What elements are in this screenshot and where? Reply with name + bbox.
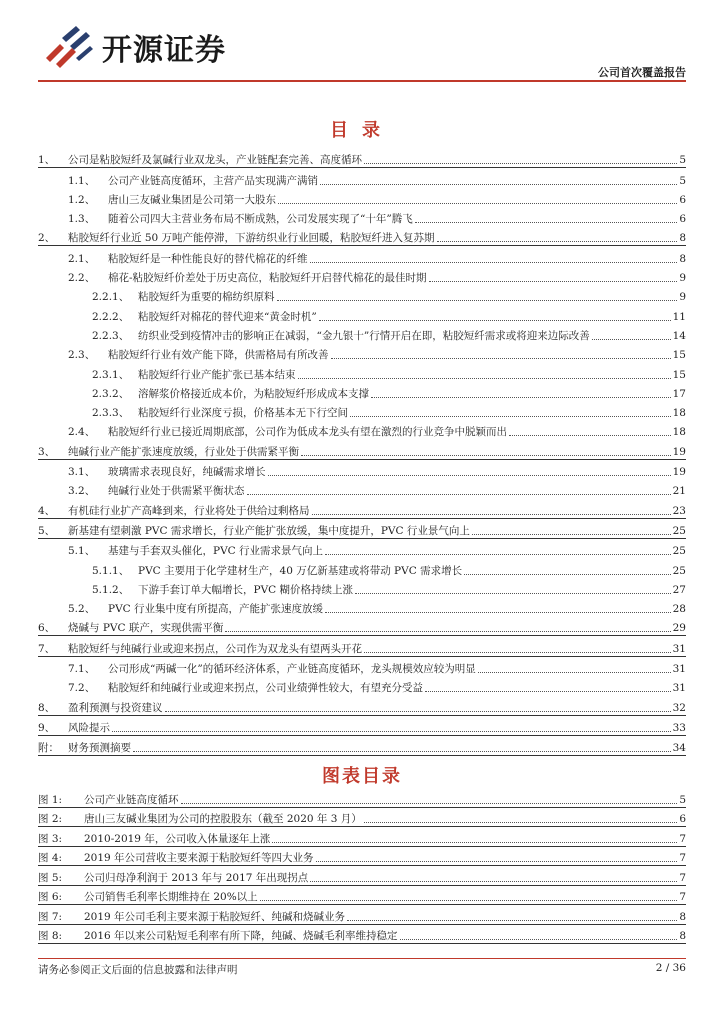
leader-dots [165, 711, 671, 712]
toc-entry-text: 随着公司四大主营业务布局不断成熟，公司发展实现了“十年”腾飞 [108, 213, 413, 226]
toc-entry-text: 粘胶短纤是一种性能良好的替代棉花的纤维 [108, 252, 308, 265]
toc-entry[interactable] [38, 439, 686, 459]
leader-dots [347, 920, 677, 921]
leader-dots [298, 378, 671, 379]
toc-entry[interactable] [38, 636, 686, 656]
toc-entry[interactable] [38, 420, 686, 439]
page-number: 2 / 36 [655, 962, 686, 974]
toc-entry[interactable] [38, 716, 686, 736]
toc-entry[interactable] [38, 168, 686, 187]
table-of-contents [38, 148, 686, 756]
leader-dots [320, 184, 677, 185]
toc-entry[interactable] [38, 343, 686, 362]
toc-entry-text: 纯碱行业产能扩张速度放缓，行业处于供需紧平衡 [68, 445, 299, 458]
leader-dots [247, 494, 671, 495]
leader-dots [272, 842, 677, 843]
toc-entry-number: 附： [38, 742, 59, 755]
toc-entry-number: 5.1.2、 [92, 583, 130, 596]
toc-entry-number: 2.3.2、 [92, 387, 130, 400]
toc-entry-page: 29 [672, 622, 686, 635]
toc-entry-number: 7.2、 [68, 682, 96, 695]
leader-dots [277, 300, 678, 301]
toc-entry[interactable] [38, 148, 686, 168]
leader-dots [425, 691, 671, 692]
leader-dots [478, 672, 671, 673]
brand-name: 开源证券 [102, 33, 226, 68]
footer-divider [38, 958, 686, 959]
figure-entry-number: 图 5: [38, 871, 63, 884]
toc-entry[interactable] [38, 304, 686, 323]
figure-entry-page: 5 [679, 793, 686, 806]
toc-entry-text: 唐山三友碱业集团是公司第一大股东 [108, 193, 276, 206]
toc-entry[interactable] [38, 362, 686, 381]
toc-entry[interactable] [38, 657, 686, 676]
toc-entry[interactable] [38, 266, 686, 285]
toc-entry[interactable] [38, 519, 686, 539]
figure-entry[interactable] [38, 925, 686, 945]
toc-entry-text: 纯碱行业处于供需紧平衡状态 [108, 485, 245, 498]
toc-entry-number: 1.1、 [68, 174, 96, 187]
figures-title: 图表目录 [322, 766, 402, 787]
toc-entry-text: 财务预测摘要 [68, 742, 131, 755]
leader-dots [355, 593, 671, 594]
leader-dots [472, 534, 671, 535]
figure-entry[interactable] [38, 827, 686, 847]
toc-entry-page: 21 [672, 485, 686, 498]
toc-entry[interactable] [38, 558, 686, 577]
figure-entry-number: 图 1: [38, 793, 63, 806]
disclaimer-text: 请务必参阅正文后面的信息披露和法律声明 [38, 964, 238, 976]
report-type-label: 公司首次覆盖报告 [598, 66, 686, 79]
toc-entry-text: 公司形成“两碱一化”的循环经济体系，产业链高度循环，龙头规模效应较为明显 [108, 663, 476, 676]
figure-entry-text: 2010-2019 年，公司收入体量逐年上涨 [84, 832, 271, 845]
figure-entry-text: 2019 年公司毛利主要来源于粘胶短纤、纯碱和烧碱业务 [84, 910, 346, 923]
toc-entry-text: 粘胶短纤为重要的棉纺织原料 [138, 291, 275, 304]
toc-entry-text: 有机硅行业扩产高峰到来，行业将处于供给过剩格局 [68, 504, 310, 517]
leader-dots [310, 881, 677, 882]
page-header [0, 0, 724, 90]
toc-entry-page: 9 [679, 291, 686, 304]
toc-entry-number: 1、 [38, 154, 56, 167]
leader-dots [592, 339, 671, 340]
toc-entry-number: 2.3、 [68, 349, 96, 362]
toc-entry-page: 28 [672, 603, 686, 616]
leader-dots [364, 822, 678, 823]
leader-dots [437, 241, 678, 242]
toc-entry[interactable] [38, 246, 686, 265]
leader-dots [316, 861, 678, 862]
toc-entry-page: 31 [672, 642, 686, 655]
figure-entry-number: 图 8: [38, 930, 63, 942]
toc-entry-text: 风险提示 [68, 721, 110, 734]
toc-entry[interactable] [38, 578, 686, 597]
leader-dots [312, 514, 671, 515]
toc-entry-text: 粘胶短纤对棉花的替代迎来“黄金时机” [138, 310, 317, 323]
toc-entry-text: 基建与手套双头催化，PVC 行业需求景气向上 [108, 545, 324, 558]
brand-logo [42, 24, 226, 70]
toc-entry-text: PVC 行业集中度有所提高，产能扩张速度放缓 [108, 603, 324, 616]
leader-dots [225, 631, 670, 632]
toc-entry-number: 8、 [38, 701, 56, 714]
figure-entry[interactable] [38, 808, 686, 828]
leader-dots [268, 475, 671, 476]
toc-entry-number: 2.2.3、 [92, 329, 130, 342]
leader-dots [325, 554, 671, 555]
toc-entry-text: 下游手套订单大幅增长，PVC 糊价格持续上涨 [138, 583, 354, 596]
leader-dots [400, 939, 678, 940]
toc-entry-number: 2.3.1、 [92, 368, 130, 381]
toc-entry-text: PVC 主要用于化学建材生产，40 万亿新基建或将带动 PVC 需求增长 [138, 564, 463, 577]
leader-dots [181, 803, 678, 804]
toc-entry-page: 6 [679, 193, 686, 206]
figure-entry-text: 2016 年以来公司粘短毛利率有所下降，纯碱、烧碱毛利率维持稳定 [84, 930, 398, 942]
leader-dots [364, 652, 671, 653]
figure-entry-text: 唐山三友碱业集团为公司的控股股东（截至 2020 年 3 月） [84, 813, 362, 825]
leader-dots [133, 751, 671, 752]
figure-entry-text: 公司销售毛利率长期维持在 20%以上 [84, 891, 258, 903]
toc-entry-page: 25 [672, 564, 686, 577]
leader-dots [319, 320, 671, 321]
toc-entry-text: 新基建有望刺激 PVC 需求增长，行业产能扩张放缓，集中度提升，PVC 行业景气向上 [68, 524, 470, 537]
toc-title: 目录 [330, 120, 394, 141]
toc-entry-page: 14 [672, 329, 686, 342]
toc-entry-text: 公司产业链高度循环，主营产品实现满产满销 [108, 174, 318, 187]
toc-entry[interactable] [38, 498, 686, 518]
figure-entry[interactable] [38, 788, 686, 808]
toc-entry-page: 18 [672, 407, 686, 420]
toc-entry-number: 5.2、 [68, 603, 96, 616]
toc-entry-text: 溶解浆价格接近成本价，为粘胶短纤形成成本支撑 [138, 387, 369, 400]
toc-entry-page: 17 [672, 387, 686, 400]
toc-entry-page: 6 [679, 213, 686, 226]
toc-entry-text: 棉花-粘胶短纤价差处于历史高位，粘胶短纤开启替代棉花的最佳时期 [108, 272, 427, 285]
figure-entry-page: 8 [679, 910, 686, 923]
toc-entry-page: 33 [672, 721, 686, 734]
figure-entry[interactable] [38, 905, 686, 925]
toc-entry[interactable] [38, 695, 686, 715]
toc-entry-text: 粘胶短纤与纯碱行业或迎来拐点，公司作为双龙头有望两头开花 [68, 642, 362, 655]
toc-entry-text: 公司是粘胶短纤及氯碱行业双龙头，产业链配套完善、高度循环 [68, 154, 362, 167]
figure-entry-page: 7 [679, 832, 686, 845]
figure-entry-number: 图 4: [38, 852, 63, 864]
toc-entry-text: 粘胶短纤行业近 50 万吨产能停滞，下游纺织业行业回暖，粘胶短纤进入复苏期 [68, 232, 435, 245]
toc-entry-number: 2、 [38, 232, 56, 245]
leader-dots [509, 435, 671, 436]
toc-entry[interactable] [38, 207, 686, 226]
leader-dots [278, 203, 677, 204]
toc-entry-number: 4、 [38, 504, 56, 517]
toc-entry-page: 32 [672, 701, 686, 714]
toc-entry-number: 1.3、 [68, 213, 96, 226]
toc-entry[interactable] [38, 676, 686, 695]
figure-entry-number: 图 2: [38, 813, 63, 825]
figure-entry-number: 图 6: [38, 891, 63, 903]
toc-entry-number: 2.2.1、 [92, 291, 130, 304]
toc-entry-page: 11 [672, 310, 686, 323]
toc-entry-page: 5 [679, 174, 686, 187]
leader-dots [350, 416, 671, 417]
list-of-figures [38, 788, 686, 944]
figure-entry[interactable] [38, 886, 686, 906]
toc-entry[interactable] [38, 382, 686, 401]
leader-dots [371, 397, 671, 398]
toc-entry-number: 1.2、 [68, 193, 96, 206]
figure-entry-page: 7 [679, 891, 686, 903]
toc-entry[interactable] [38, 616, 686, 636]
toc-entry-page: 19 [672, 466, 686, 479]
leader-dots [429, 281, 678, 282]
figure-entry-page: 7 [679, 871, 686, 884]
leader-dots [325, 612, 671, 613]
toc-entry[interactable] [38, 285, 686, 304]
toc-entry-page: 23 [672, 504, 686, 517]
leader-dots [112, 731, 671, 732]
toc-entry-number: 7.1、 [68, 663, 96, 676]
toc-entry[interactable] [38, 226, 686, 246]
toc-entry-number: 3.1、 [68, 466, 96, 479]
toc-entry[interactable] [38, 188, 686, 207]
toc-entry[interactable] [38, 736, 686, 756]
toc-entry-number: 5.1.1、 [92, 564, 130, 577]
toc-entry-number: 3、 [38, 445, 56, 458]
figure-entry-number: 图 3: [38, 832, 63, 845]
toc-entry-text: 纺织业受到疫情冲击的影响正在减弱，“金九银十”行情开启在即，粘胶短纤需求或将迎来边际改善 [138, 329, 590, 342]
leader-dots [331, 358, 671, 359]
toc-entry-page: 18 [672, 426, 686, 439]
toc-entry-page: 25 [672, 545, 686, 558]
toc-entry-number: 9、 [38, 721, 56, 734]
kysec-logo-icon [42, 24, 94, 70]
toc-entry-page: 34 [672, 742, 686, 755]
figure-entry-text: 公司归母净利润于 2013 年与 2017 年出现拐点 [84, 871, 309, 884]
toc-entry-page: 5 [679, 154, 686, 167]
leader-dots [301, 455, 671, 456]
toc-entry[interactable] [38, 460, 686, 479]
toc-entry-number: 3.2、 [68, 485, 96, 498]
toc-entry-page: 25 [672, 524, 686, 537]
header-divider [38, 80, 686, 82]
toc-entry-page: 27 [672, 583, 686, 596]
toc-entry[interactable] [38, 597, 686, 616]
toc-entry-text: 粘胶短纤行业深度亏损，价格基本无下行空间 [138, 407, 348, 420]
toc-entry[interactable] [38, 479, 686, 498]
toc-entry[interactable] [38, 539, 686, 558]
toc-entry-number: 2.4、 [68, 426, 96, 439]
toc-entry-text: 粘胶短纤行业产能扩张已基本结束 [138, 368, 296, 381]
toc-entry-number: 2.1、 [68, 252, 96, 265]
toc-entry-number: 2.2、 [68, 272, 96, 285]
toc-entry-page: 8 [679, 252, 686, 265]
leader-dots [364, 163, 677, 164]
figure-entry-page: 7 [679, 852, 686, 864]
figure-entry-text: 公司产业链高度循环 [84, 793, 179, 806]
leader-dots [415, 222, 678, 223]
figure-entry-page: 6 [679, 813, 686, 825]
toc-entry-page: 31 [672, 682, 686, 695]
toc-entry[interactable] [38, 324, 686, 343]
figure-entry[interactable] [38, 847, 686, 867]
toc-entry-page: 19 [672, 445, 686, 458]
figure-entry-page: 8 [679, 930, 686, 942]
toc-entry-text: 盈利预测与投资建议 [68, 701, 163, 714]
leader-dots [260, 900, 678, 901]
toc-entry-text: 粘胶短纤行业有效产能下降，供需格局有所改善 [108, 349, 329, 362]
figure-entry-number: 图 7: [38, 910, 63, 923]
figure-entry-text: 2019 年公司营收主要来源于粘胶短纤等四大业务 [84, 852, 314, 864]
toc-entry[interactable] [38, 401, 686, 420]
toc-entry-number: 5、 [38, 524, 56, 537]
toc-entry-page: 15 [672, 349, 686, 362]
toc-entry-page: 8 [679, 232, 686, 245]
leader-dots [310, 262, 678, 263]
toc-entry-number: 2.2.2、 [92, 310, 130, 323]
toc-entry-text: 粘胶短纤行业已接近周期底部，公司作为低成本龙头有望在激烈的行业竞争中脱颖而出 [108, 426, 507, 439]
toc-entry-page: 15 [672, 368, 686, 381]
toc-entry-text: 粘胶短纤和纯碱行业或迎来拐点，公司业绩弹性较大，有望充分受益 [108, 682, 423, 695]
toc-entry-text: 烧碱与 PVC 联产，实现供需平衡 [68, 622, 224, 635]
toc-entry-number: 2.3.3、 [92, 407, 130, 420]
leader-dots [464, 574, 671, 575]
toc-entry-number: 7、 [38, 642, 56, 655]
toc-entry-number: 6、 [38, 622, 56, 635]
toc-entry-page: 31 [672, 663, 686, 676]
toc-entry-text: 玻璃需求表现良好，纯碱需求增长 [108, 466, 266, 479]
toc-entry-number: 5.1、 [68, 545, 96, 558]
figure-entry[interactable] [38, 866, 686, 886]
toc-entry-page: 9 [679, 272, 686, 285]
